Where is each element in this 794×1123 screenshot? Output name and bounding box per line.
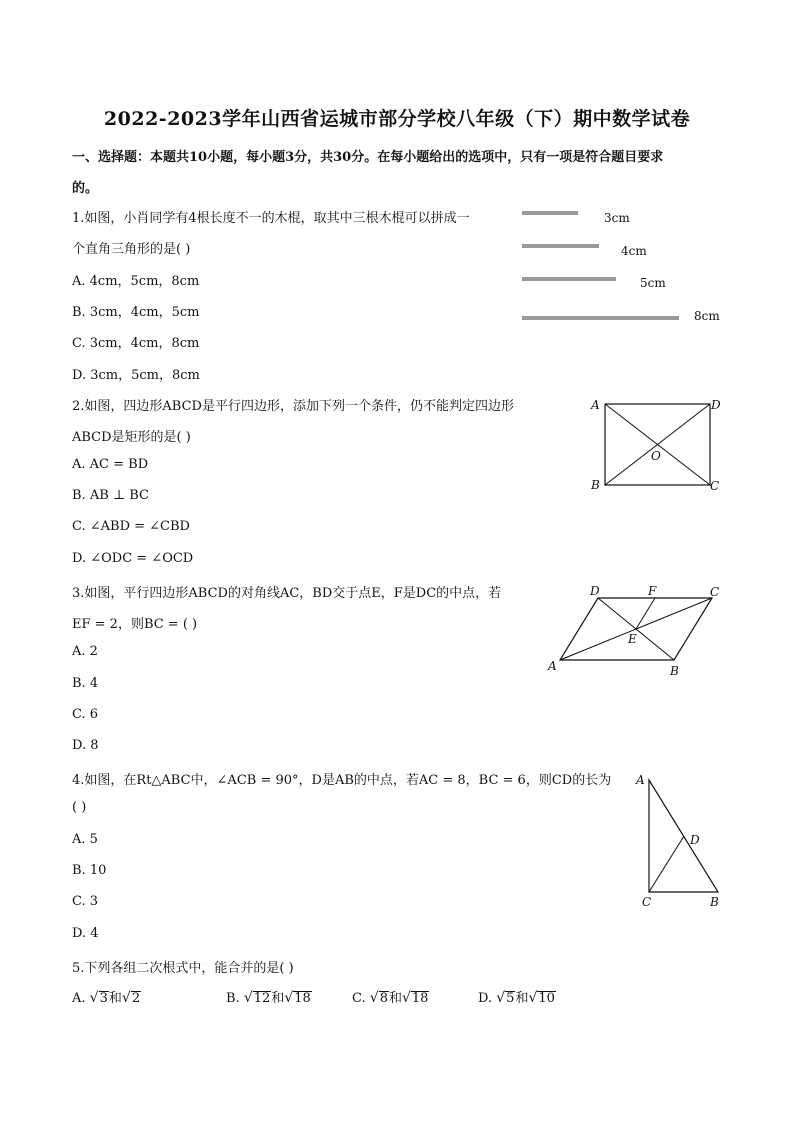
and-word: 和 bbox=[388, 991, 402, 1006]
radicand: 18 bbox=[411, 991, 429, 1006]
label-b: B bbox=[670, 664, 679, 678]
and-word: 和 bbox=[271, 991, 285, 1006]
segment-cd bbox=[649, 836, 684, 892]
q4-stem-line1: 4.如图，在Rt△ABC中，∠ACB = 90°，D是AB的中点，若AC = 8，BC = 6，则CD的长为 bbox=[72, 773, 612, 788]
radical-sign: √ bbox=[401, 990, 411, 1006]
q3-option-b[interactable]: B. 4 bbox=[72, 676, 99, 691]
label-o: O bbox=[651, 449, 661, 463]
and-word: 和 bbox=[108, 991, 122, 1006]
option-letter: B. bbox=[226, 991, 240, 1006]
label-8cm: 8cm bbox=[694, 309, 720, 323]
label-a: A bbox=[548, 659, 557, 673]
label-c: C bbox=[710, 479, 720, 493]
radical-sign: √ bbox=[528, 990, 538, 1006]
q4-right-triangle-figure bbox=[630, 768, 730, 913]
label-a: A bbox=[591, 398, 600, 412]
label-c: C bbox=[710, 585, 720, 599]
q5-stem: 5.下列各组二次根式中，能合并的是( ) bbox=[72, 961, 294, 976]
label-f: F bbox=[648, 584, 657, 598]
q2-option-a[interactable]: A. AC = BD bbox=[72, 457, 149, 472]
q1-option-a[interactable]: A. 4cm，5cm，8cm bbox=[72, 274, 200, 289]
q3-option-c[interactable]: C. 6 bbox=[72, 707, 99, 722]
label-5cm: 5cm bbox=[640, 276, 666, 290]
label-d: D bbox=[690, 833, 700, 847]
label-a: A bbox=[636, 773, 645, 787]
option-letter: C. bbox=[352, 991, 366, 1006]
radicand: 8 bbox=[379, 991, 388, 1006]
q1-stem-line1: 1.如图，小肖同学有4根长度不一的木棍，取其中三根木棍可以拼成一 bbox=[72, 211, 470, 226]
q2-stem-line2: ABCD是矩形的是( ) bbox=[72, 430, 191, 445]
q5-option-d[interactable] bbox=[478, 987, 556, 1006]
radical-sign: √ bbox=[284, 990, 294, 1006]
option-letter: A. bbox=[72, 991, 86, 1006]
radical-sign: √ bbox=[121, 990, 131, 1006]
q5-option-a[interactable] bbox=[72, 987, 141, 1006]
radicand: 2 bbox=[131, 991, 141, 1006]
label-d: D bbox=[590, 584, 600, 598]
and-word: 和 bbox=[515, 991, 529, 1006]
radicand: 3 bbox=[99, 991, 108, 1006]
q5-option-c[interactable] bbox=[352, 987, 429, 1006]
label-c: C bbox=[642, 895, 652, 909]
q3-option-a[interactable]: A. 2 bbox=[72, 644, 98, 659]
label-e: E bbox=[628, 632, 637, 646]
section-instructions-line1: 一、选择题：本题共10小题，每小题3分，共30分。在每小题给出的选项中，只有一项是符合题目要求 bbox=[72, 150, 664, 165]
q4-option-a[interactable]: A. 5 bbox=[72, 832, 98, 847]
radicand: 10 bbox=[538, 991, 555, 1006]
q3-stem-line2: EF = 2，则BC = ( ) bbox=[72, 617, 198, 632]
q2-rectangle-figure bbox=[585, 392, 735, 497]
q2-option-b[interactable]: B. AB ⊥ BC bbox=[72, 488, 149, 503]
q1-option-d[interactable]: D. 3cm，5cm，8cm bbox=[72, 368, 200, 383]
option-letter: D. bbox=[478, 991, 493, 1006]
label-d: D bbox=[711, 398, 721, 412]
q2-stem-line1: 2.如图，四边形ABCD是平行四边形，添加下列一个条件，仍不能判定四边形 bbox=[72, 399, 514, 414]
q3-stem-line1: 3.如图，平行四边形ABCD的对角线AC，BD交于点E，F是DC的中点，若 bbox=[72, 586, 502, 601]
segment-ef bbox=[636, 598, 655, 629]
q1-sticks-figure bbox=[515, 200, 735, 330]
radical-sign: √ bbox=[89, 990, 99, 1006]
page-title: 2022-2023学年山西省运城市部分学校八年级（下）期中数学试卷 bbox=[103, 108, 691, 130]
q2-option-c[interactable]: C. ∠ABD = ∠CBD bbox=[72, 519, 190, 534]
radicand: 18 bbox=[294, 991, 311, 1006]
radical-sign: √ bbox=[496, 990, 506, 1006]
q5-option-b[interactable] bbox=[226, 987, 312, 1006]
q4-option-b[interactable]: B. 10 bbox=[72, 863, 107, 878]
q4-option-c[interactable]: C. 3 bbox=[72, 894, 99, 909]
label-4cm: 4cm bbox=[621, 244, 647, 258]
label-b: B bbox=[591, 478, 600, 492]
radicand: 12 bbox=[253, 991, 271, 1006]
radical-sign: √ bbox=[369, 990, 379, 1006]
q4-option-d[interactable]: D. 4 bbox=[72, 926, 99, 941]
q1-stem-line2: 个直角三角形的是( ) bbox=[72, 242, 191, 257]
label-3cm: 3cm bbox=[604, 211, 630, 225]
q1-option-b[interactable]: B. 3cm，4cm，5cm bbox=[72, 305, 200, 320]
radicand: 5 bbox=[506, 991, 515, 1006]
q4-stem-line2: ( ) bbox=[72, 800, 87, 815]
q2-option-d[interactable]: D. ∠ODC = ∠OCD bbox=[72, 551, 194, 566]
q3-option-d[interactable]: D. 8 bbox=[72, 738, 99, 753]
q1-option-c[interactable]: C. 3cm，4cm，8cm bbox=[72, 336, 200, 351]
label-b: B bbox=[710, 895, 719, 909]
q3-parallelogram-figure bbox=[540, 580, 730, 680]
section-instructions-line2: 的。 bbox=[72, 181, 99, 196]
radical-sign: √ bbox=[243, 990, 253, 1006]
